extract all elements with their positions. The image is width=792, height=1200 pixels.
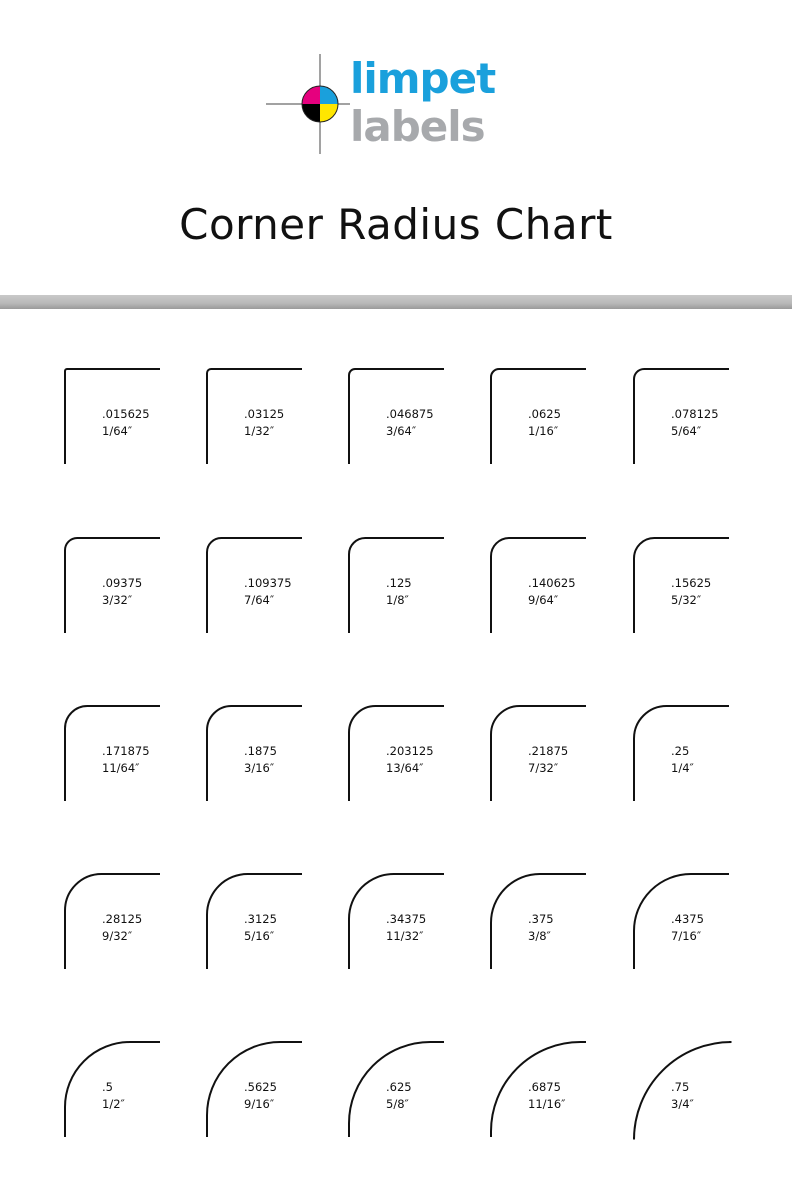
corner-decimal: .046875 bbox=[386, 407, 434, 421]
corner-fraction: 11/64″ bbox=[102, 761, 140, 775]
page-title: Corner Radius Chart bbox=[179, 200, 613, 249]
corner-fraction: 11/32″ bbox=[386, 929, 424, 943]
corner-label bbox=[244, 1079, 277, 1113]
corner-sample bbox=[64, 1041, 164, 1141]
corner-label bbox=[102, 743, 150, 777]
corner-sample bbox=[206, 705, 306, 805]
corner-fraction: 1/8″ bbox=[386, 593, 409, 607]
corner-label bbox=[671, 911, 704, 945]
corner-sample bbox=[633, 368, 733, 468]
corner-fraction: 5/16″ bbox=[244, 929, 275, 943]
corner-decimal: .0625 bbox=[528, 407, 561, 421]
corner-sample bbox=[490, 705, 590, 805]
corner-label bbox=[244, 743, 277, 777]
corner-label bbox=[671, 1079, 694, 1113]
corner-sample bbox=[64, 705, 164, 805]
corner-fraction: 3/32″ bbox=[102, 593, 133, 607]
corner-decimal: .140625 bbox=[528, 576, 576, 590]
corner-fraction: 5/64″ bbox=[671, 424, 702, 438]
corner-label bbox=[528, 406, 561, 440]
corner-sample bbox=[206, 873, 306, 973]
corner-decimal: .203125 bbox=[386, 744, 434, 758]
corner-label bbox=[102, 911, 142, 945]
corner-decimal: .109375 bbox=[244, 576, 292, 590]
corner-decimal: .625 bbox=[386, 1080, 412, 1094]
corner-sample bbox=[348, 1041, 448, 1141]
corner-sample bbox=[348, 537, 448, 637]
corner-sample bbox=[348, 873, 448, 973]
corner-decimal: .125 bbox=[386, 576, 412, 590]
corner-label bbox=[386, 911, 426, 945]
corner-decimal: .09375 bbox=[102, 576, 143, 590]
corner-label bbox=[528, 911, 554, 945]
corner-fraction: 13/64″ bbox=[386, 761, 424, 775]
corner-sample bbox=[206, 368, 306, 468]
corner-decimal: .078125 bbox=[671, 407, 719, 421]
corner-sample bbox=[490, 537, 590, 637]
corner-fraction: 7/64″ bbox=[244, 593, 275, 607]
corner-label bbox=[244, 575, 292, 609]
corner-sample bbox=[633, 705, 733, 805]
corner-fraction: 3/4″ bbox=[671, 1097, 694, 1111]
corner-decimal: .75 bbox=[671, 1080, 690, 1094]
brand-word-bottom: labels bbox=[350, 102, 485, 151]
corner-decimal: .5625 bbox=[244, 1080, 277, 1094]
corner-sample bbox=[64, 873, 164, 973]
corner-sample bbox=[633, 873, 733, 973]
corner-fraction: 9/32″ bbox=[102, 929, 133, 943]
corner-decimal: .6875 bbox=[528, 1080, 561, 1094]
corner-label bbox=[671, 406, 719, 440]
corner-label bbox=[386, 1079, 412, 1113]
brand-word-top: limpet bbox=[350, 54, 496, 103]
corner-fraction: 11/16″ bbox=[528, 1097, 566, 1111]
corner-sample bbox=[206, 537, 306, 637]
corner-fraction: 3/64″ bbox=[386, 424, 417, 438]
corner-fraction: 7/32″ bbox=[528, 761, 559, 775]
corner-fraction: 1/64″ bbox=[102, 424, 133, 438]
corner-decimal: .3125 bbox=[244, 912, 277, 926]
corner-sample bbox=[633, 1041, 733, 1141]
corner-label bbox=[386, 406, 434, 440]
corner-label bbox=[528, 743, 568, 777]
corner-decimal: .03125 bbox=[244, 407, 285, 421]
corner-sample bbox=[490, 1041, 590, 1141]
corner-label bbox=[386, 575, 412, 609]
corner-fraction: 9/16″ bbox=[244, 1097, 275, 1111]
corner-label bbox=[386, 743, 434, 777]
corner-fraction: 1/4″ bbox=[671, 761, 694, 775]
corner-label bbox=[102, 406, 150, 440]
corner-decimal: .1875 bbox=[244, 744, 277, 758]
corner-sample bbox=[348, 368, 448, 468]
corner-decimal: .28125 bbox=[102, 912, 143, 926]
corner-label bbox=[244, 911, 277, 945]
corner-sample bbox=[633, 537, 733, 637]
corner-decimal: .171875 bbox=[102, 744, 150, 758]
corner-fraction: 5/32″ bbox=[671, 593, 702, 607]
corner-sample bbox=[206, 1041, 306, 1141]
corner-decimal: .375 bbox=[528, 912, 554, 926]
corner-fraction: 1/2″ bbox=[102, 1097, 125, 1111]
corner-sample bbox=[64, 368, 164, 468]
corner-label bbox=[528, 575, 576, 609]
corner-fraction: 5/8″ bbox=[386, 1097, 409, 1111]
corner-decimal: .34375 bbox=[386, 912, 427, 926]
corner-decimal: .21875 bbox=[528, 744, 569, 758]
corner-fraction: 3/8″ bbox=[528, 929, 551, 943]
corner-fraction: 1/32″ bbox=[244, 424, 275, 438]
corner-decimal: .4375 bbox=[671, 912, 704, 926]
corner-sample bbox=[490, 873, 590, 973]
corner-label bbox=[671, 743, 694, 777]
corner-sample bbox=[490, 368, 590, 468]
corner-fraction: 7/16″ bbox=[671, 929, 702, 943]
corner-fraction: 1/16″ bbox=[528, 424, 559, 438]
corner-label bbox=[528, 1079, 565, 1113]
corner-sample bbox=[348, 705, 448, 805]
corner-label bbox=[671, 575, 711, 609]
corner-label bbox=[102, 1079, 125, 1113]
corner-sample bbox=[64, 537, 164, 637]
corner-decimal: .5 bbox=[102, 1080, 113, 1094]
corner-label bbox=[102, 575, 142, 609]
corner-decimal: .25 bbox=[671, 744, 690, 758]
corner-label bbox=[244, 406, 284, 440]
corner-fraction: 3/16″ bbox=[244, 761, 275, 775]
corner-fraction: 9/64″ bbox=[528, 593, 559, 607]
corner-decimal: .015625 bbox=[102, 407, 150, 421]
corner-decimal: .15625 bbox=[671, 576, 712, 590]
